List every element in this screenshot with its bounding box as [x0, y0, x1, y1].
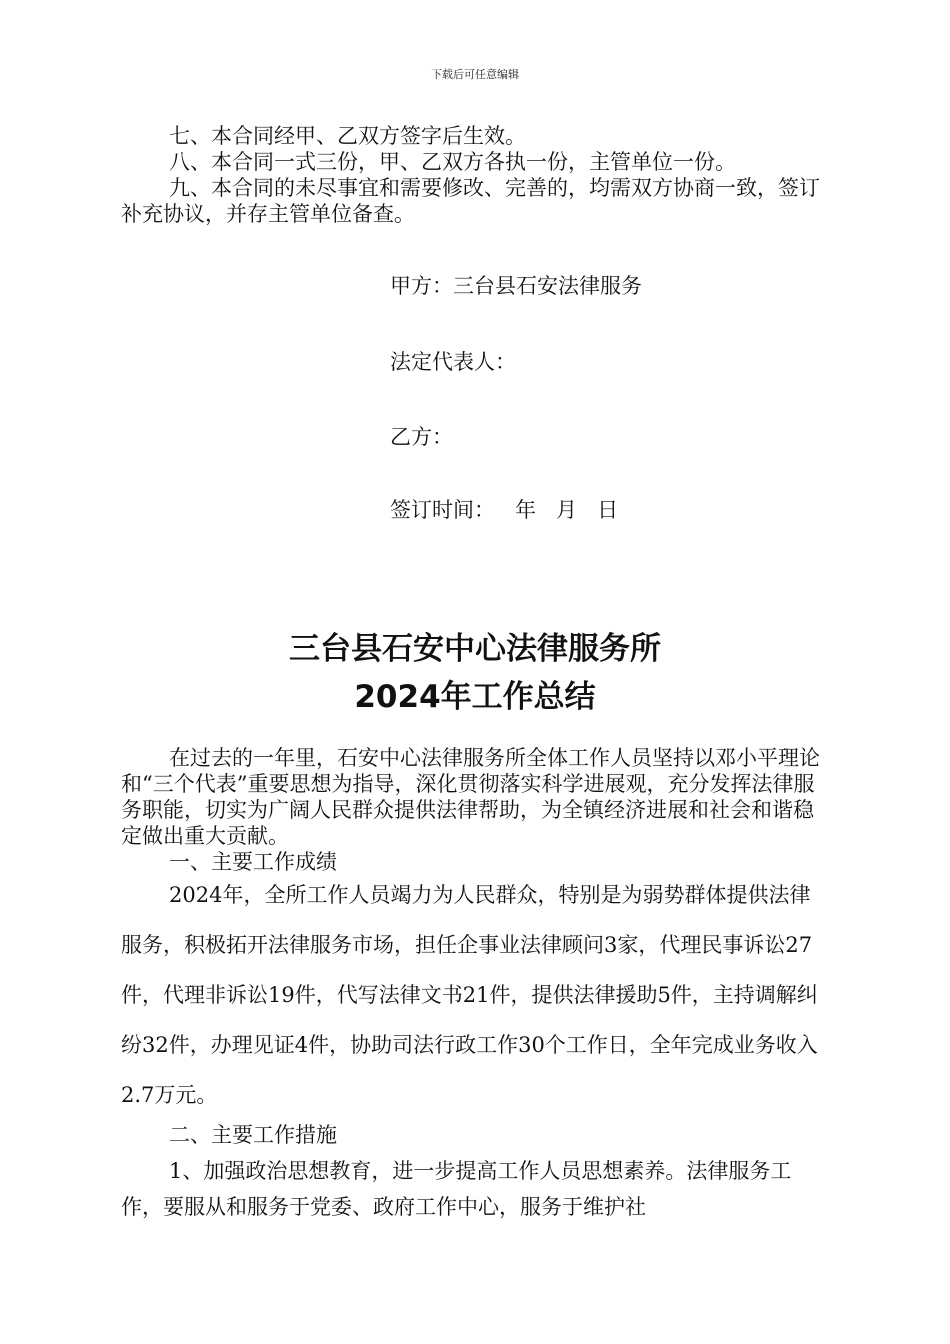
section2-body: 1、加强政治思想教育，进一步提高工作人员思想素养。法律服务工作，要服从和服务于党委、政府工作中心，服务于维护社: [121, 1159, 792, 1219]
section1-body: 2024年，全所工作人员竭力为人民群众，特别是为弱势群体提供法律服务，积极拓开法律服务市场，担任企事业法律顾问3家，代理民事诉讼27件，代理非诉讼19件，代写法律文书21件，提供法律援助5件，主持调解纠纷32件，办理见证4件，协助司法行政工作30个工作日，全年完成业务收入2.7万元。: [121, 883, 818, 1107]
clause-7: 七、本合同经甲、乙双方签字后生效。: [169, 124, 526, 148]
contract-clauses: [121, 123, 821, 227]
summary-title-line1: 三台县石安中心法律服务所: [289, 631, 661, 667]
section1-heading: 一、主要工作成绩: [169, 850, 337, 874]
clause-8: 八、本合同一式三份，甲、乙双方各执一份，主管单位一份。: [169, 150, 736, 174]
section1-body-block: [121, 870, 821, 1120]
legal-representative-signature: 法定代表人：: [390, 350, 516, 374]
section2-heading: 二、主要工作措施: [169, 1123, 337, 1147]
section2-body-block: [121, 1153, 821, 1225]
summary-title-line2: 2024年工作总结: [354, 679, 596, 715]
party-a-signature: 甲方：三台县石安法律服务: [390, 274, 642, 298]
summary-intro: 在过去的一年里，石安中心法律服务所全体工作人员坚持以邓小平理论和“三个代表”重要思想为指导，深化贯彻落实科学进展观，充分发挥法律服务职能，切实为广阔人民群众提供法律帮助，为全镇经济进展和社会和谐稳定做出重大贡献。: [121, 746, 820, 848]
clause-9: 九、本合同的未尽事宜和需要修改、完善的，均需双方协商一致，签订补充协议，并存主管单位备查。: [121, 176, 820, 226]
summary-intro-block: [121, 745, 821, 875]
section2-heading-block: [121, 1122, 821, 1148]
page-header-note: 下载后可任意编辑: [431, 68, 519, 81]
signing-date: 签订时间： 年 月 日: [390, 498, 619, 522]
party-b-signature: 乙方：: [390, 425, 453, 449]
